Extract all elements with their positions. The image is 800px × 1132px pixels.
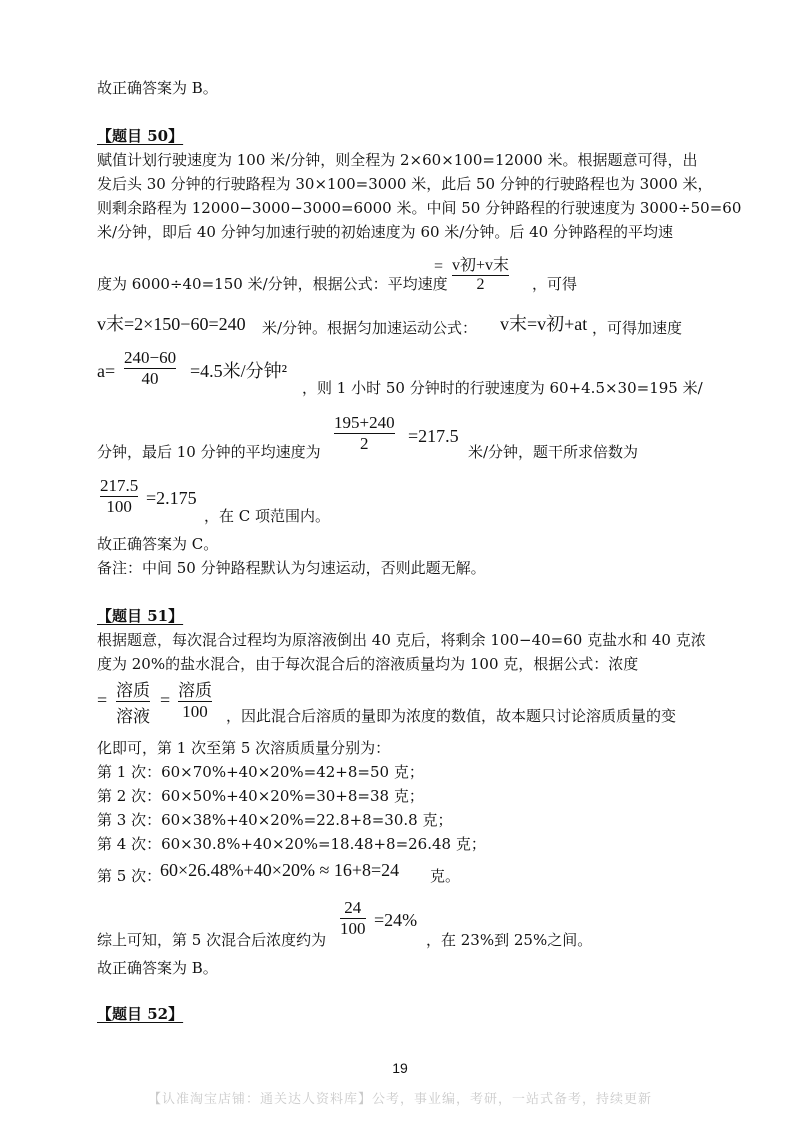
paragraph-line: 米/分钟，题干所求倍数为 bbox=[468, 443, 639, 461]
paragraph-line: 根据题意，每次混合过程均为原溶液倒出 40 克后，将剩余 100−40=60 克盐水和 40 克浓 bbox=[97, 631, 706, 649]
fraction-numerator: 195+240 bbox=[334, 413, 395, 432]
step-line: 第 3 次：60×38%+40×20%=22.8+8=30.8 克； bbox=[97, 811, 453, 829]
watermark: 【认准淘宝店铺：通关达人资料库】公考，事业编，考研，一站式备考，持续更新 bbox=[147, 1092, 652, 1107]
paragraph-line: ，则 1 小时 50 分钟时的行驶速度为 60+4.5×30=195 米/ bbox=[302, 379, 703, 397]
fraction-numerator: 溶质 bbox=[116, 681, 150, 700]
paragraph-line: 米/分钟。根据匀加速运动公式： bbox=[262, 319, 478, 337]
formula-rhs: =24% bbox=[374, 910, 418, 930]
step-line: 第 1 次：60×70%+40×20%=42+8=50 克； bbox=[97, 763, 424, 781]
paragraph-line: 则剩余路程为 12000−3000−3000=6000 米。中间 50 分钟路程的行驶速度为 3000÷50=60 bbox=[97, 199, 742, 217]
paragraph-line: 度为 6000÷40=150 米/分钟，根据公式：平均速度 bbox=[97, 275, 448, 293]
acceleration-fraction bbox=[124, 348, 176, 389]
fraction-denominator: 100 bbox=[340, 919, 366, 938]
fraction-numerator: v初+v末 bbox=[452, 257, 510, 274]
paragraph-line: ，可得加速度 bbox=[592, 319, 683, 337]
concentration-fraction bbox=[116, 676, 150, 727]
step-5-formula: 60×26.48%+40×20% ≈ 16+8=24 bbox=[160, 860, 400, 880]
fraction-denominator: 100 bbox=[106, 497, 132, 516]
ratio-fraction bbox=[100, 476, 138, 517]
fraction-numerator: 24 bbox=[344, 898, 362, 917]
paragraph-line: 综上可知，第 5 次混合后浓度约为 bbox=[97, 931, 327, 949]
concentration-fraction bbox=[178, 676, 212, 722]
equals-sign: = bbox=[97, 690, 108, 710]
formula-rhs: =217.5 bbox=[408, 426, 459, 446]
paragraph-line: 发后头 30 分钟的行驶路程为 30×100=3000 米，此后 50 分钟的行驶路程也为 3000 米， bbox=[97, 175, 713, 193]
paragraph-line: ，可得 bbox=[532, 275, 578, 293]
step-line: 第 2 次：60×50%+40×20%=30+8=38 克； bbox=[97, 787, 424, 805]
last-segment-average-fraction bbox=[334, 413, 395, 454]
step-line: 第 5 次： bbox=[97, 867, 162, 885]
note-line: 备注：中间 50 分钟路程默认为匀速运动，否则此题无解。 bbox=[97, 559, 486, 577]
final-concentration-fraction bbox=[340, 898, 366, 939]
paragraph-line: 米/分钟，即后 40 分钟匀加速行驶的初始速度为 60 米/分钟。后 40 分钟路程的平均速 bbox=[97, 223, 673, 241]
paragraph-line: ，因此混合后溶质的量即为浓度的数值，故本题只讨论溶质质量的变 bbox=[226, 707, 677, 725]
final-speed-formula: v末=2×150−60=240 bbox=[97, 314, 246, 334]
answer-line: 故正确答案为 B。 bbox=[97, 959, 218, 977]
formula-lhs: a= bbox=[97, 361, 116, 381]
fraction-numerator: 溶质 bbox=[178, 681, 212, 700]
formula-rhs: =2.175 bbox=[146, 488, 197, 508]
question-50-heading: 【题目 50】 bbox=[97, 127, 184, 145]
equals-sign: = bbox=[434, 258, 444, 275]
question-51-heading: 【题目 51】 bbox=[97, 607, 184, 625]
fraction-denominator: 100 bbox=[182, 702, 208, 721]
answer-line: 故正确答案为 C。 bbox=[97, 535, 219, 553]
fraction-denominator: 2 bbox=[360, 434, 369, 453]
equals-sign: = bbox=[160, 690, 171, 710]
fraction-denominator: 溶液 bbox=[116, 707, 150, 726]
paragraph-line: 分钟，最后 10 分钟的平均速度为 bbox=[97, 443, 321, 461]
question-52-heading: 【题目 52】 bbox=[97, 1005, 184, 1023]
fraction-denominator: 40 bbox=[141, 369, 159, 388]
paragraph-line: 赋值计划行驶速度为 100 米/分钟，则全程为 2×60×100=12000 米。根据题意可得，出 bbox=[97, 151, 698, 169]
step-line: 克。 bbox=[430, 867, 461, 885]
step-line: 第 4 次：60×30.8%+40×20%=18.48+8=26.48 克； bbox=[97, 835, 486, 853]
paragraph-line: ，在 23%到 25%之间。 bbox=[426, 931, 593, 949]
acceleration-rule-formula: v末=v初+at bbox=[500, 314, 588, 334]
formula-rhs: =4.5米/分钟² bbox=[190, 361, 288, 381]
page-number: 19 bbox=[392, 1060, 408, 1076]
fraction-denominator: 2 bbox=[476, 276, 485, 293]
paragraph-line: ，在 C 项范围内。 bbox=[204, 507, 331, 525]
average-speed-formula bbox=[434, 252, 510, 294]
answer-line: 故正确答案为 B。 bbox=[97, 79, 218, 97]
fraction-numerator: 217.5 bbox=[100, 476, 139, 495]
fraction-numerator: 240−60 bbox=[124, 348, 177, 367]
paragraph-line: 化即可，第 1 次至第 5 次溶质质量分别为： bbox=[97, 739, 391, 757]
paragraph-line: 度为 20%的盐水混合，由于每次混合后的溶液质量均为 100 克，根据公式：浓度 bbox=[97, 655, 639, 673]
